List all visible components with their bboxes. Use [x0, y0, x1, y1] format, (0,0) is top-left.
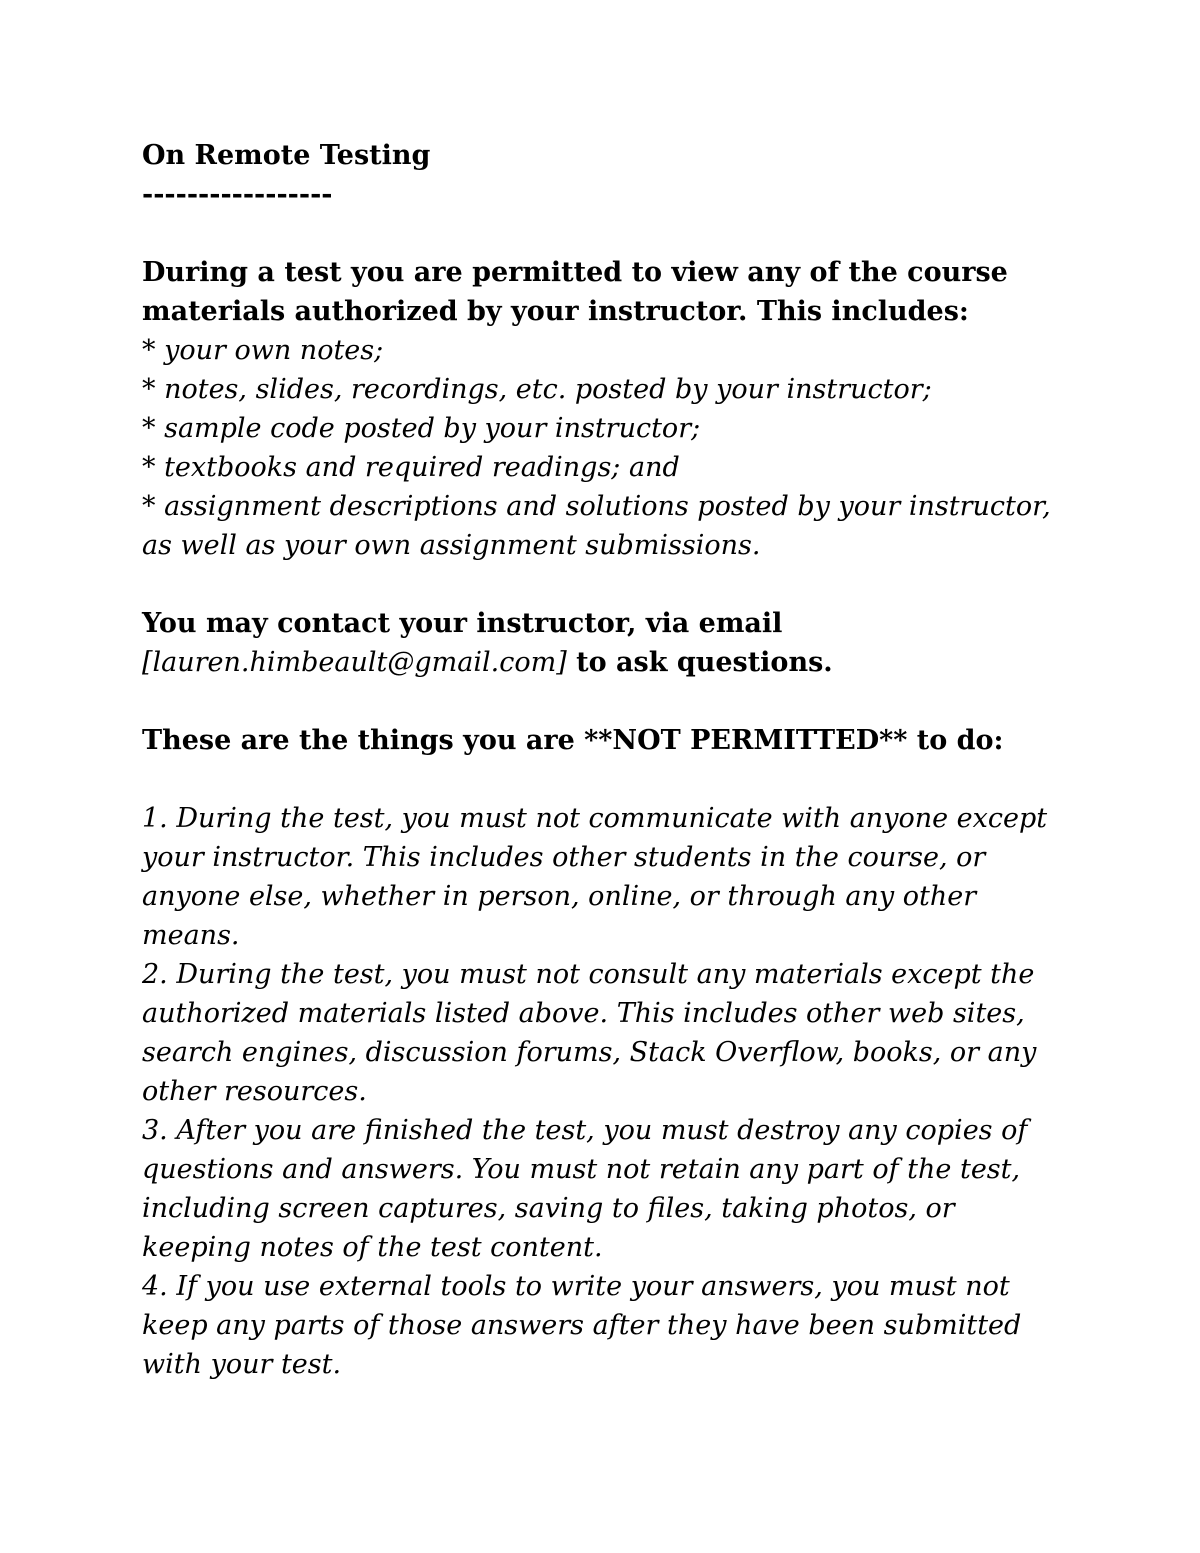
- restriction-heading: [142, 721, 1102, 760]
- contact-line-2: [142, 643, 1102, 682]
- rule-line: including screen captures, saving to files, taking photos, or: [142, 1193, 955, 1224]
- spacer: [142, 565, 1102, 604]
- permitted-item: * notes, slides, recordings, etc. posted by your instructor;: [142, 374, 932, 405]
- contact-line-1: You may contact your instructor, via email: [142, 608, 783, 639]
- title-underline: -----------------: [142, 179, 333, 210]
- document-page: [142, 136, 1102, 1384]
- rule-line: questions and answers. You must not retain any part of the test,: [142, 1154, 1021, 1185]
- rule-line: your instructor. This includes other students in the course, or: [142, 842, 986, 873]
- permitted-item: * assignment descriptions and solutions posted by your instructor,: [142, 491, 1051, 522]
- rule-line: keeping notes of the test content.: [142, 1232, 603, 1263]
- intro-line-2: materials authorized by your instructor. This includes:: [142, 296, 969, 327]
- contact-line-2-text: to ask questions.: [566, 647, 833, 678]
- rule-line: 1. During the test, you must not communicate with anyone except: [142, 803, 1048, 834]
- permitted-item-continuation: as well as your own assignment submissions.: [142, 530, 761, 561]
- document-title: On Remote Testing: [142, 140, 431, 171]
- permitted-item: * sample code posted by your instructor;: [142, 413, 701, 444]
- rule-line: 3. After you are finished the test, you must destroy any copies of: [142, 1115, 1028, 1146]
- restriction-heading-prefix: These are the things you are: [142, 725, 585, 756]
- instructor-email: [lauren.himbeault@gmail.com]: [142, 647, 567, 678]
- rule-line: authorized materials listed above. This includes other web sites,: [142, 998, 1025, 1029]
- rule-line: means.: [142, 920, 240, 951]
- restriction-heading-suffix: to do:: [907, 725, 1004, 756]
- rule-line: with your test.: [142, 1349, 342, 1380]
- spacer: [142, 760, 1102, 799]
- rule-line: keep any parts of those answers after they have been submitted: [142, 1310, 1022, 1341]
- restriction-heading-emphasis: **NOT PERMITTED**: [584, 725, 908, 756]
- rule-line: 4. If you use external tools to write your answers, you must not: [142, 1271, 1010, 1302]
- rule-line: other resources.: [142, 1076, 367, 1107]
- rule-line: search engines, discussion forums, Stack Overflow, books, or any: [142, 1037, 1037, 1068]
- spacer: [142, 214, 1102, 253]
- intro-line-1: During a test you are permitted to view any of the course: [142, 257, 1008, 288]
- permitted-item: * your own notes;: [142, 335, 384, 366]
- rule-line: 2. During the test, you must not consult any materials except the: [142, 959, 1035, 990]
- rule-line: anyone else, whether in person, online, or through any other: [142, 881, 977, 912]
- spacer: [142, 682, 1102, 721]
- permitted-item: * textbooks and required readings; and: [142, 452, 680, 483]
